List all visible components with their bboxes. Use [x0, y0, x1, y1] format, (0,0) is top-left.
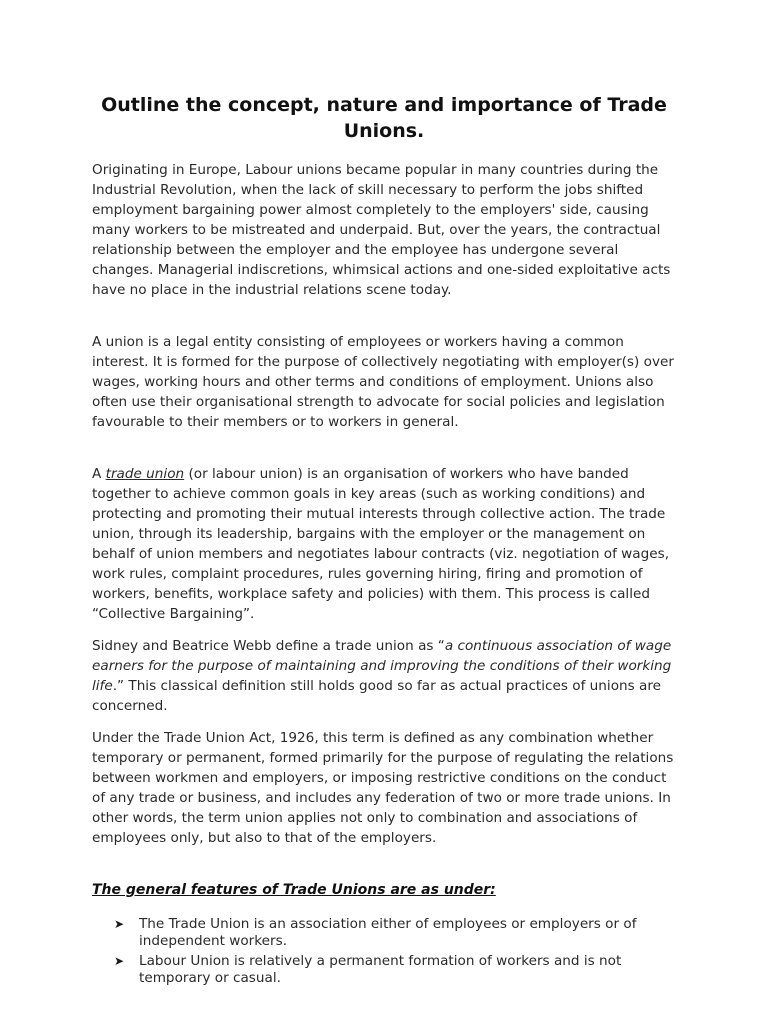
paragraph-webb-definition	[92, 636, 678, 716]
features-heading: The general features of Trade Unions are as under:	[92, 882, 496, 898]
trade-union-term-link[interactable]: trade union	[105, 466, 185, 482]
list-item-text: Labour Union is relatively a permanent formation of workers and is not temporary or casual.	[139, 953, 622, 986]
paragraph-trade-union	[92, 464, 678, 624]
list-item	[114, 953, 674, 987]
paragraph-union-definition: A union is a legal entity consisting of employees or workers having a common interest. It is formed for the purpose of collectively negotiating with employer(s) over wages, working hours and other terms and conditions of employment. Unions also often use their organisational strength to advocate for social policies and legislation favourable to their members or to workers in general.	[92, 334, 674, 430]
arrowhead-bullet-icon: ➤	[114, 917, 125, 931]
paragraph-trade-union-lead: A	[92, 466, 106, 482]
paragraph-origins: Originating in Europe, Labour unions became popular in many countries during the Industrial Revolution, when the lack of skill necessary to perform the jobs shifted employment bargaining power almost completely to the employers' side, causing many workers to be mistreated and underpaid. But, over the years, the contractual relationship between the employer and the employee has undergone several changes. Managerial indiscretions, whimsical actions and one-sided exploitative acts have no place in the industrial relations scene today.	[92, 162, 671, 298]
arrowhead-bullet-icon: ➤	[114, 954, 125, 968]
paragraph-trade-union-act: Under the Trade Union Act, 1926, this term is defined as any combination whether temporary or permanent, formed primarily for the purpose of regulating the relations between workmen and employers, or imposing restrictive conditions on the conduct of any trade or business, and includes any federation of two or more trade unions. In other words, the term union applies not only to combination and associations of employees only, but also to that of the employers.	[92, 730, 674, 846]
webb-lead: Sidney and Beatrice Webb define a trade union as “	[92, 638, 445, 654]
paragraph-trade-union-rest: (or labour union) is an organisation of workers who have banded together to achieve common goals in key areas (such as working conditions) and protecting and promoting their mutual interests through collective action. The trade union, through its leadership, bargains with the employer or the management on behalf of union members and negotiates labour contracts (viz. negotiation of wages, work rules, complaint procedures, rules governing hiring, firing and promotion of workers, benefits, workplace safety and policies) with them. This process is called “Collective Bargaining”.	[92, 466, 670, 622]
features-list	[114, 916, 674, 990]
webb-rest: .” This classical definition still holds good so far as actual practices of unions are concerned.	[92, 678, 662, 714]
list-item-text: The Trade Union is an association either of employees or employers or of independent workers.	[139, 916, 637, 949]
webb-quote: a continuous association of wage earners for the purpose of maintaining and improving the conditions of their working life	[92, 638, 672, 694]
document-title: Outline the concept, nature and importance of Trade Unions.	[101, 94, 667, 142]
list-item	[114, 916, 674, 950]
